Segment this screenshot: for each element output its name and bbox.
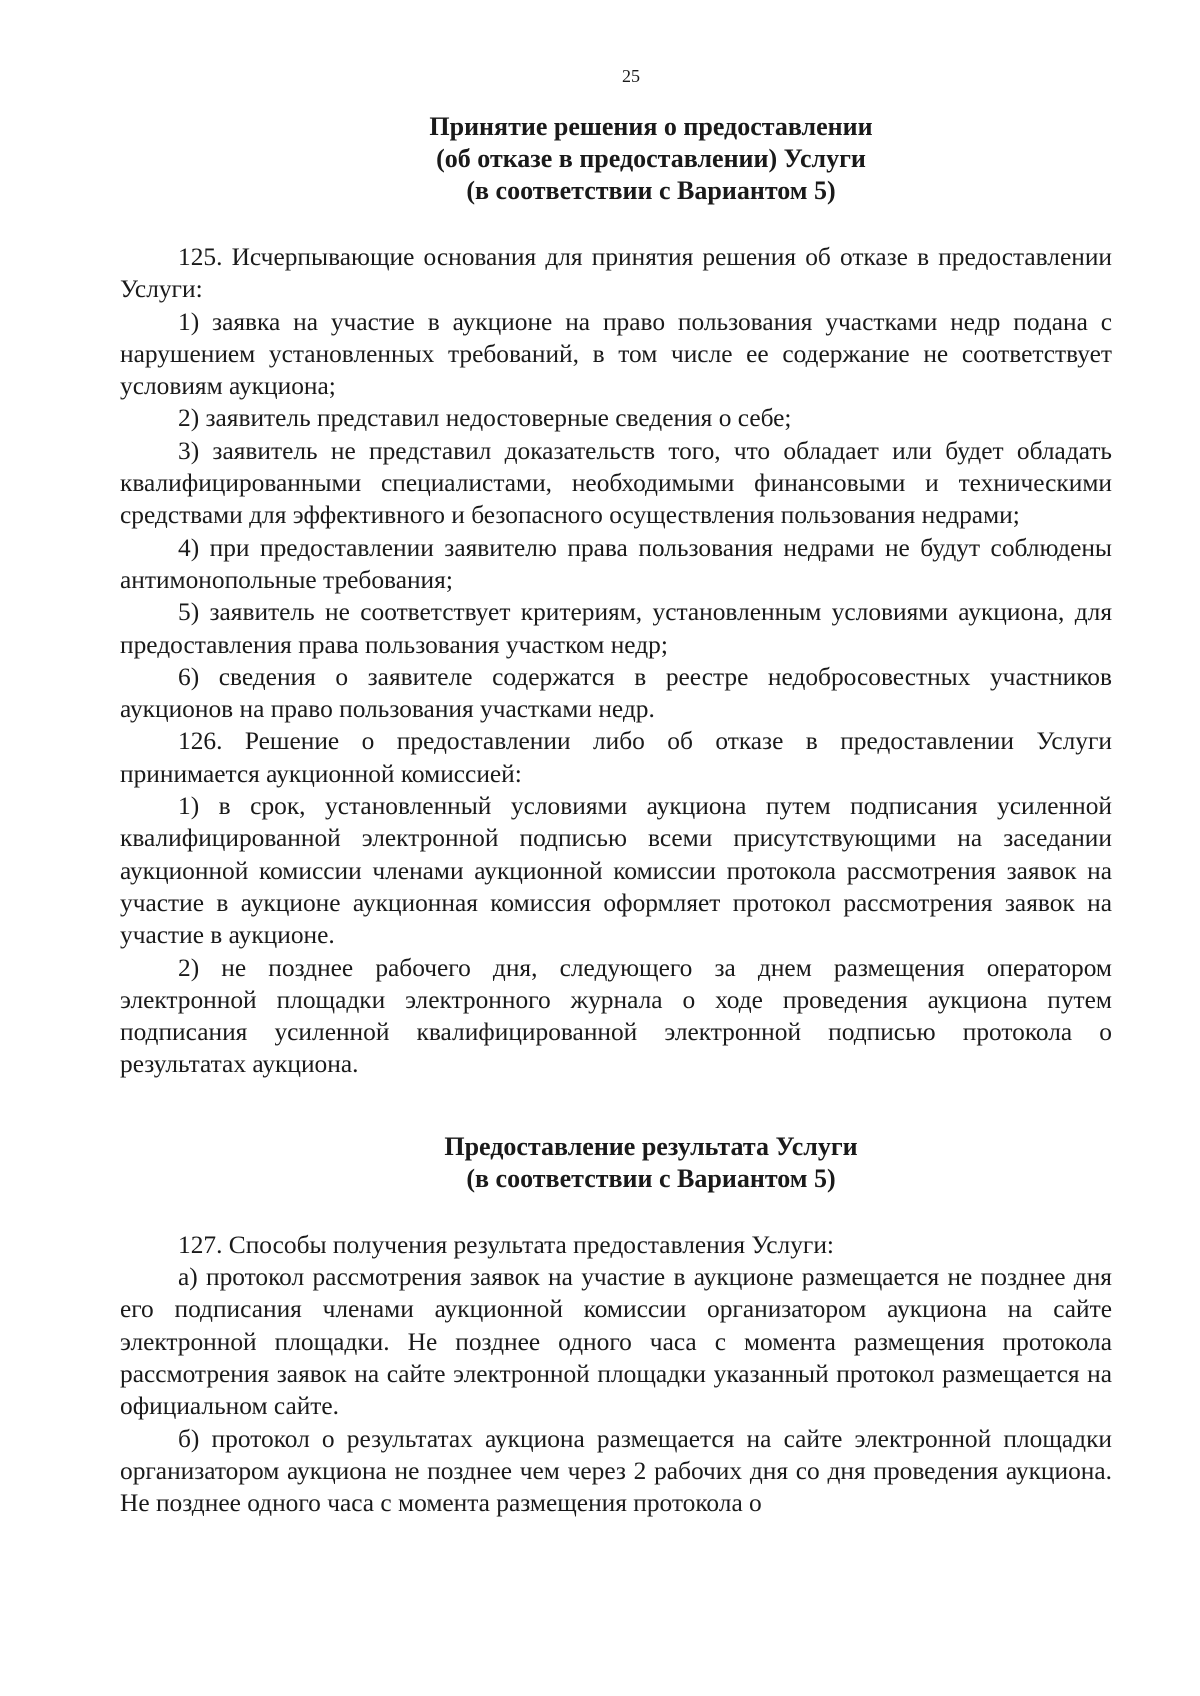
- paragraph-127: 127. Способы получения результата предоставления Услуги:: [178, 1230, 834, 1259]
- paragraph-125-item-4: 4) при предоставлении заявителю права пользования недрами не будут соблюдены антимонопольные требования;: [120, 533, 1112, 594]
- paragraph-125-item-3: 3) заявитель не представил доказательств того, что обладает или будет обладать квалифицированными специалистами, необходимыми финансовыми и техническими средствами для эффективного и безопасного осуществления пользования недрами;: [120, 436, 1112, 530]
- section-1-body: [120, 241, 1112, 1081]
- paragraph-126-item-2: 2) не позднее рабочего дня, следующего за днем размещения оператором электронной площадки электронного журнала о ходе проведения аукциона путем подписания усиленной квалифицированной электронной подписью протокола о результатах аукциона.: [120, 953, 1112, 1079]
- paragraph-127-item-b: б) протокол о результатах аукциона размещается на сайте электронной площадки организатором аукциона не позднее чем через 2 рабочих дня со дня проведения аукциона. Не позднее одного часа с момента размещения протокола о: [120, 1424, 1112, 1518]
- section-2-body: [120, 1229, 1112, 1520]
- paragraph-126-item-1: 1) в срок, установленный условиями аукциона путем подписания усиленной квалифицированной электронной подписью всеми присутствующими на заседании аукционной комиссии членами аукционной комиссии протокола рассмотрения заявок на участие в аукционе аукционная комиссия оформляет протокол рассмотрения заявок на участие в аукционе.: [120, 792, 1112, 950]
- paragraph-125: 125. Исчерпывающие основания для принятия решения об отказе в предоставлении Услуги:: [120, 243, 1112, 304]
- section-1-heading-line-2: (об отказе в предоставлении) Услуги: [436, 144, 866, 173]
- paragraph-125-item-2: 2) заявитель представил недостоверные сведения о себе;: [178, 404, 792, 433]
- section-1-heading: [120, 111, 1112, 207]
- section-2-heading-line-1: Предоставление результата Услуги: [444, 1131, 858, 1161]
- paragraph-127-item-a: а) протокол рассмотрения заявок на участие в аукционе размещается не позднее дня его подписания членами аукционной комиссии организатором аукциона на сайте электронной площадки. Не позднее одного часа с момента размещения протокола рассмотрения заявок на сайте электронной площадки указанный протокол размещается на официальном сайте.: [120, 1263, 1112, 1421]
- section-2-heading-line-2: (в соответствии с Вариантом 5): [466, 1163, 836, 1193]
- paragraph-126: 126. Решение о предоставлении либо об отказе в предоставлении Услуги принимается аукционной комиссией:: [120, 727, 1112, 788]
- page-number: 25: [622, 66, 640, 86]
- paragraph-125-item-6: 6) сведения о заявителе содержатся в реестре недобросовестных участников аукционов на право пользования участками недр.: [120, 662, 1112, 724]
- section-1-heading-line-3: (в соответствии с Вариантом 5): [466, 176, 836, 205]
- paragraph-125-item-1: 1) заявка на участие в аукционе на право пользования участками недр подана с нарушением установленных требований, в том числе ее содержание не соответствует условиям аукциона;: [120, 307, 1112, 401]
- section-2-heading: [120, 1131, 1112, 1195]
- section-1-heading-line-1: Принятие решения о предоставлении: [429, 112, 873, 141]
- paragraph-125-item-5: 5) заявитель не соответствует критериям, установленным условиями аукциона, для предоставления права пользования участком недр;: [120, 598, 1112, 659]
